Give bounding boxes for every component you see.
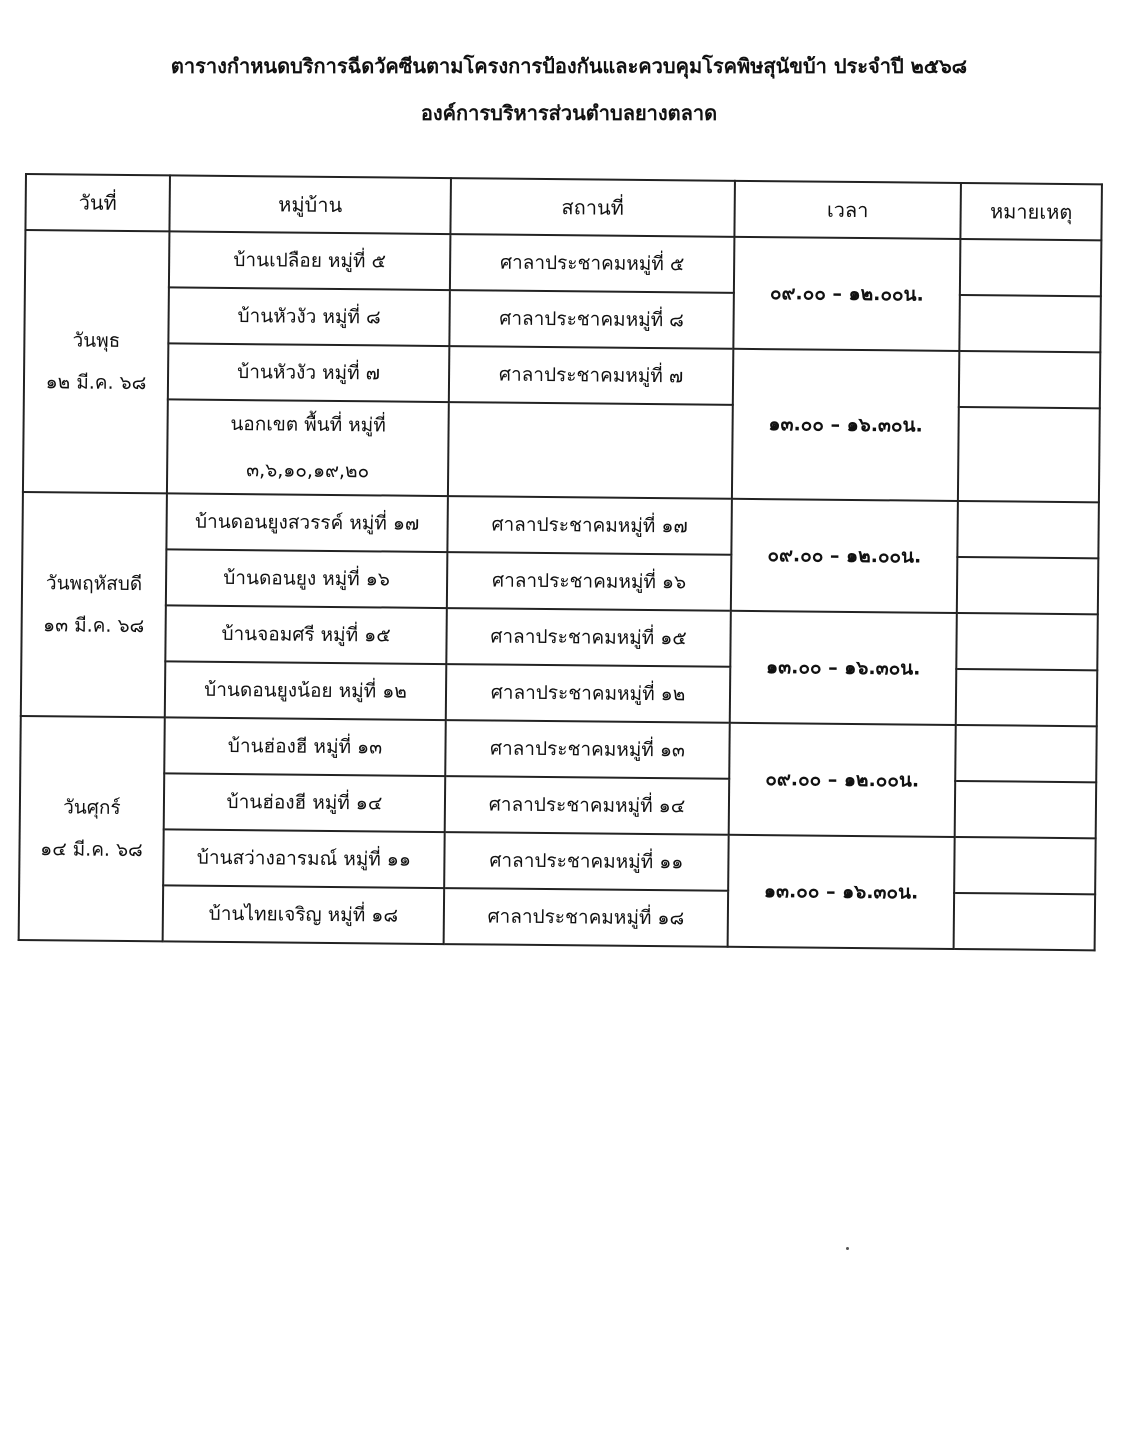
place-cell: ศาลาประชาคมหมู่ที่ ๑๑ [444, 832, 729, 891]
place-cell: ศาลาประชาคมหมู่ที่ ๕ [450, 234, 735, 293]
day-date: ๑๓ มี.ค. ๖๘ [42, 614, 145, 638]
place-cell: ศาลาประชาคมหมู่ที่ ๑๒ [446, 664, 731, 723]
note-cell [954, 893, 1096, 950]
note-cell [954, 837, 1096, 894]
time-cell: ๑๓.๐๐ – ๑๖.๓๐น. [728, 835, 955, 949]
header-note: หมายเหตุ [960, 183, 1102, 240]
note-cell [957, 557, 1099, 614]
day-cell [21, 492, 167, 717]
day-cell [23, 230, 170, 493]
place-cell [448, 402, 733, 499]
village-cell: บ้านสว่างอารมณ์ หมู่ที่ ๑๑ [163, 829, 445, 888]
village-cell: บ้านจอมศรี หมู่ที่ ๑๕ [165, 605, 447, 664]
note-cell [960, 239, 1102, 296]
time-cell: ๑๓.๐๐ – ๑๖.๓๐น. [732, 349, 959, 501]
note-cell [956, 613, 1098, 670]
place-cell: ศาลาประชาคมหมู่ที่ ๑๗ [447, 496, 732, 555]
day-name: วันพฤหัสบดี [45, 572, 143, 596]
place-cell: ศาลาประชาคมหมู่ที่ ๑๔ [445, 776, 730, 835]
note-cell [959, 295, 1101, 352]
place-cell: ศาลาประชาคมหมู่ที่ ๑๕ [446, 608, 731, 667]
place-cell: ศาลาประชาคมหมู่ที่ ๑๓ [445, 720, 730, 779]
vaccination-schedule-table [18, 173, 1103, 951]
header-day: วันที่ [25, 174, 170, 231]
note-cell [957, 501, 1099, 558]
header-village: หมู่บ้าน [169, 175, 451, 234]
place-cell: ศาลาประชาคมหมู่ที่ ๗ [449, 346, 734, 405]
village-cell: บ้านดอนยูงน้อย หมู่ที่ ๑๒ [165, 661, 447, 720]
header-row [25, 174, 1101, 240]
village-cell [167, 399, 449, 496]
place-cell: ศาลาประชาคมหมู่ที่ ๘ [449, 290, 734, 349]
document-subtitle: องค์การบริหารส่วนตำบลยางตลาด [420, 101, 718, 125]
day-cell [19, 716, 165, 941]
note-cell [958, 407, 1100, 502]
day-date: ๑๒ มี.ค. ๖๘ [45, 371, 147, 395]
note-cell [955, 781, 1097, 838]
note-cell [956, 669, 1098, 726]
scan-speck [846, 1247, 849, 1250]
table-row [24, 342, 1100, 408]
time-cell: ๐๙.๐๐ – ๑๒.๐๐น. [729, 723, 956, 837]
header-time: เวลา [734, 181, 961, 239]
day-date: ๑๔ มี.ค. ๖๘ [40, 838, 143, 862]
village-line: นอกเขต พื้นที่ หมู่ที่ [230, 412, 386, 437]
table-row [21, 604, 1097, 670]
time-cell: ๑๓.๐๐ – ๑๖.๓๐น. [730, 611, 957, 725]
village-cell: บ้านดอนยูง หมู่ที่ ๑๖ [166, 549, 448, 608]
village-cell: บ้านฮ่องฮี หมู่ที่ ๑๓ [164, 717, 446, 776]
village-line: ๓,๖,๑๐,๑๙,๒๐ [246, 459, 370, 483]
village-cell: บ้านไทยเจริญ หมู่ที่ ๑๘ [163, 885, 445, 944]
table-row [22, 492, 1098, 558]
time-cell: ๐๙.๐๐ – ๑๒.๐๐น. [733, 237, 960, 351]
village-cell: บ้านดอนยูงสวรรค์ หมู่ที่ ๑๗ [166, 493, 448, 552]
table-row [19, 828, 1095, 894]
table-row [20, 716, 1096, 782]
day-name: วันพุธ [72, 329, 121, 352]
document-title: ตารางกำหนดบริการฉีดวัคซีนตามโครงการป้องกันและควบคุมโรคพิษสุนัขบ้า ประจำปี ๒๕๖๘ [170, 54, 968, 78]
table-row [25, 230, 1101, 296]
village-cell: บ้านฮ่องฮี หมู่ที่ ๑๔ [164, 773, 446, 832]
village-cell: บ้านหัวงัว หมู่ที่ ๘ [168, 287, 450, 346]
village-cell: บ้านเปลือย หมู่ที่ ๕ [169, 231, 451, 290]
header-place: สถานที่ [450, 178, 735, 237]
village-cell: บ้านหัวงัว หมู่ที่ ๗ [168, 343, 450, 402]
place-cell: ศาลาประชาคมหมู่ที่ ๑๘ [444, 888, 729, 947]
day-name: วันศุกร์ [63, 796, 121, 819]
time-cell: ๐๙.๐๐ – ๑๒.๐๐น. [731, 499, 958, 613]
place-cell: ศาลาประชาคมหมู่ที่ ๑๖ [447, 552, 732, 611]
note-cell [955, 725, 1097, 782]
note-cell [959, 351, 1101, 408]
